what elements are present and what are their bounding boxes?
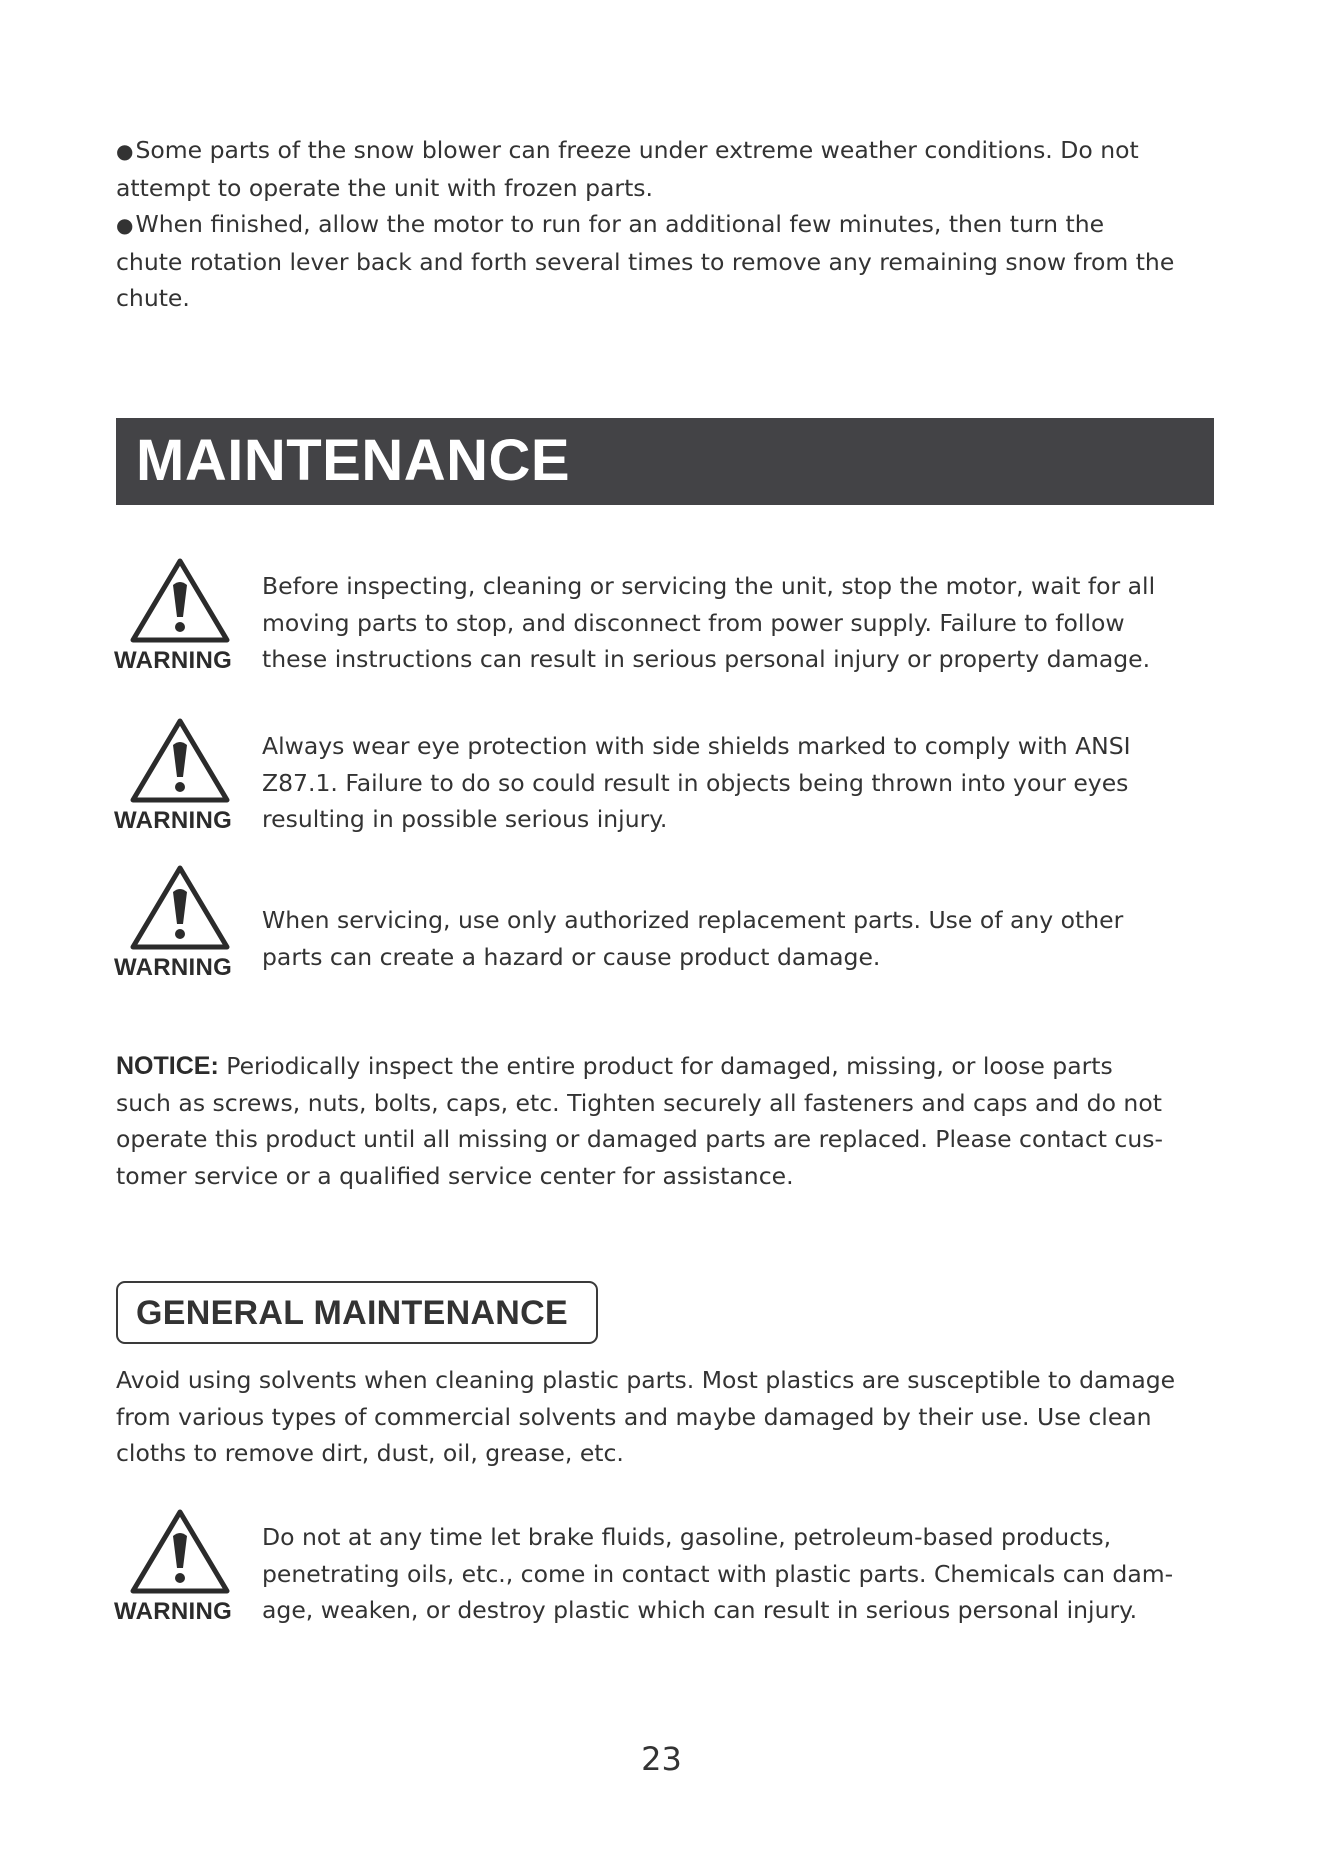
warning-triangle-icon (128, 1506, 232, 1596)
section-title: MAINTENANCE (136, 428, 571, 493)
general-maintenance-text: Avoid using solvents when cleaning plastic parts. Most plastics are susceptible to damage from various types of commercial solvents and maybe damaged by their use. Use clean cloths to remove dirt, dust, oil, grease, etc. (116, 1366, 1176, 1467)
warning-label: WARNING (114, 954, 233, 981)
page-number: 23 (641, 1740, 682, 1778)
warning-text: Always wear eye protection with side shields marked to comply with ANSI Z87.1. Failure to do so could result in objects being thrown into your eyes resulting in possible serious injury. (262, 732, 1131, 833)
warning-label: WARNING (114, 647, 233, 674)
maintenance-banner (116, 418, 1214, 505)
notice-label: NOTICE: (116, 1052, 219, 1080)
warning-triangle-icon (128, 555, 232, 645)
warning-text: When servicing, use only authorized replacement parts. Use of any other parts can create a hazard or cause product damage. (262, 906, 1124, 971)
warning-label: WARNING (114, 807, 233, 834)
subsection-title: GENERAL MAINTENANCE (136, 1294, 568, 1332)
warning-text: Before inspecting, cleaning or servicing the unit, stop the motor, wait for all moving parts to stop, and disconnect from power supply. Failure to follow these instructions can result in serious personal injury or property damage. (262, 572, 1156, 673)
warning-symbol (114, 862, 244, 982)
warning-symbol (114, 715, 244, 835)
warning-text: Do not at any time let brake fluids, gasoline, petroleum-based products, penetrating oils, etc., come in contact with plastic parts. Chemicals can dam- age, weaken, or destroy plastic which can result in serious personal injury. (262, 1523, 1174, 1624)
warning-symbol (114, 555, 244, 675)
warning-triangle-icon (128, 862, 232, 952)
warning-symbol (114, 1506, 244, 1626)
general-maintenance-heading-box (116, 1281, 598, 1344)
warning-label: WARNING (114, 1598, 233, 1625)
bullet-item: ●When finished, allow the motor to run for an additional few minutes, then turn the chute rotation lever back and forth several times to remove any remaining snow from the chute. (116, 210, 1175, 312)
intro-bullets (116, 132, 1216, 317)
notice-paragraph: NOTICE: Periodically inspect the entire product for damaged, missing, or loose parts such as screws, nuts, bolts, caps, etc. Tighten securely all fasteners and caps and do not operate this product until all missing or damaged parts are replaced. Please contact cus- tomer service or a qualified service center for assistance. (116, 1052, 1163, 1190)
warning-triangle-icon (128, 715, 232, 805)
bullet-item: ●Some parts of the snow blower can freeze under extreme weather conditions. Do not attempt to operate the unit with frozen parts. (116, 136, 1139, 202)
